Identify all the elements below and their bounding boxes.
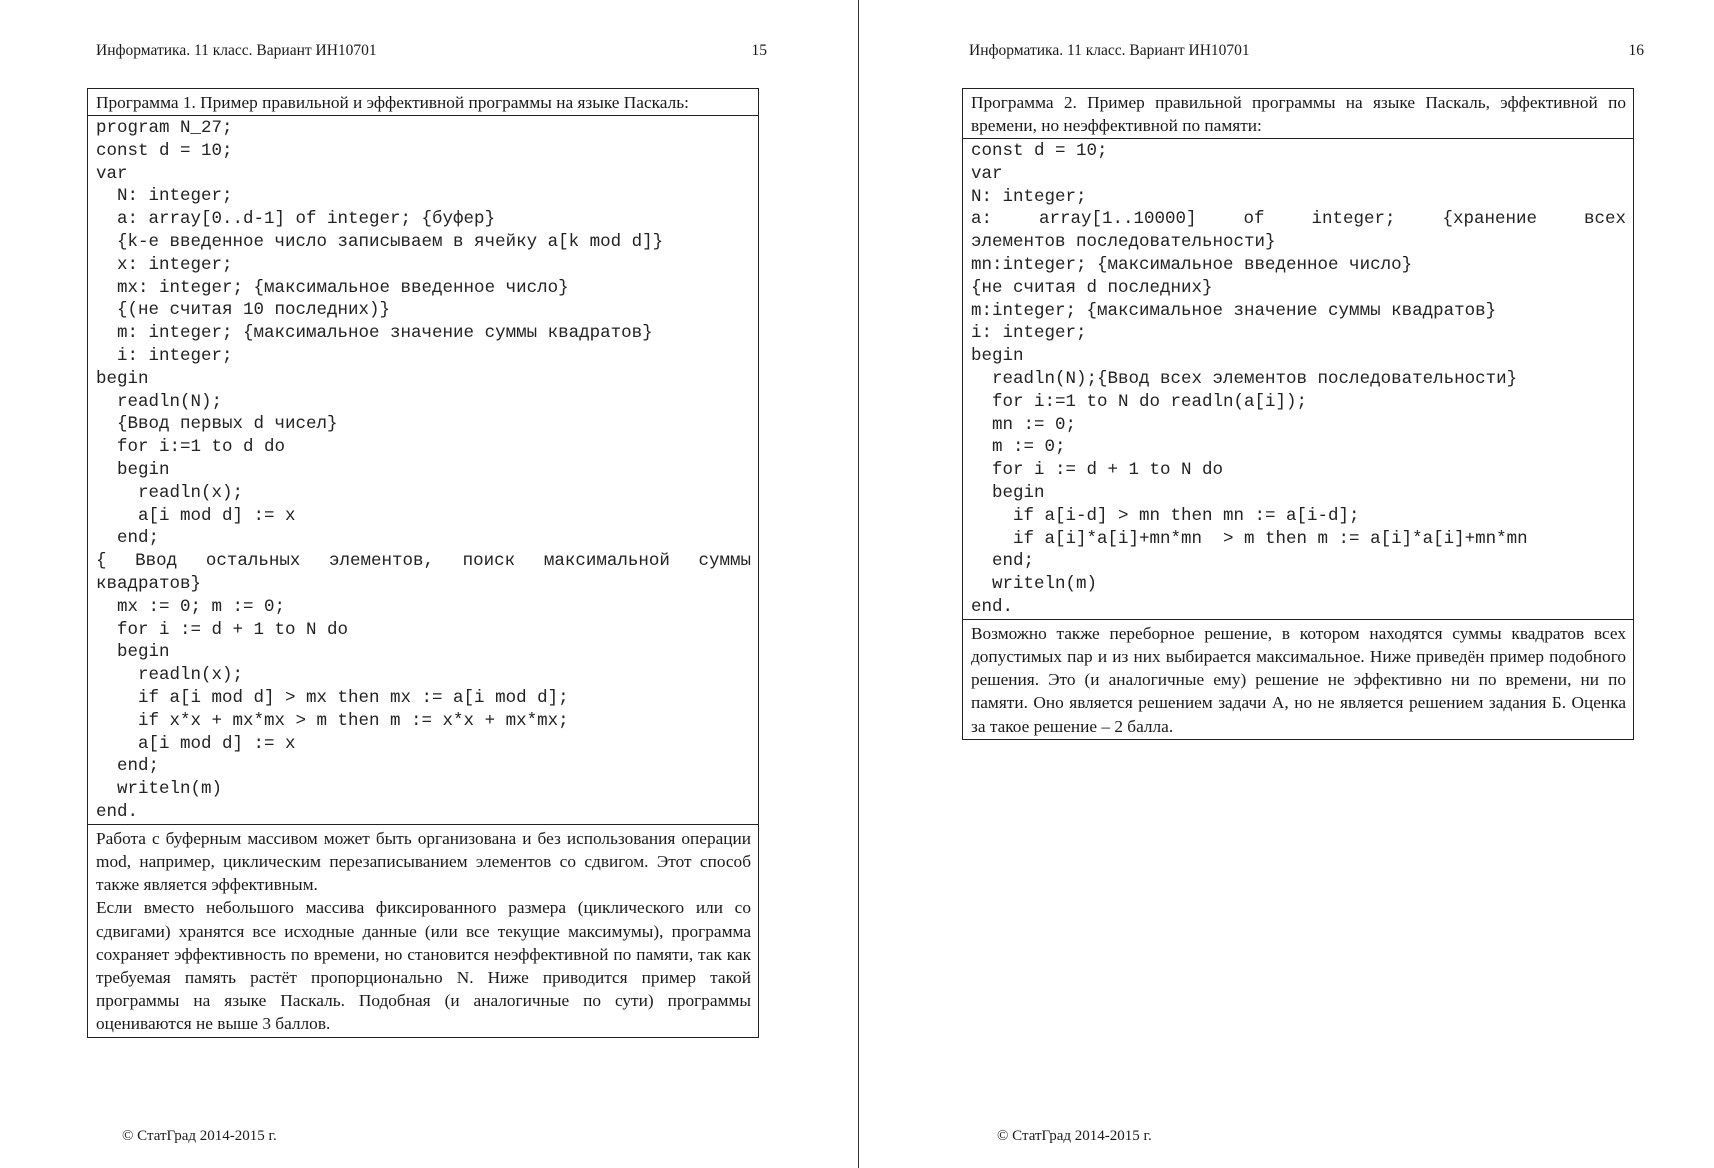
program-2-caption: Программа 2. Пример правильной программы на языке Паскаль, эффективной по времени, но неэффективной по памяти:: [963, 89, 1633, 139]
code-line: for i:=1 to d do: [96, 437, 286, 458]
code-line: var: [96, 163, 128, 184]
code-line: readln(x);: [96, 665, 244, 686]
code-line: readln(N);: [96, 391, 223, 412]
program-1-caption: Программа 1. Пример правильной и эффективной программы на языке Паскаль:: [88, 89, 758, 116]
code-line: mn:integer; {максимальное введенное число}: [971, 254, 1413, 275]
note-paragraph: Если вместо небольшого массива фиксированного размера (циклического или со сдвигами) хранятся все исходные данные (или все текущие максимумы), программа сохраняет эффективность по времени, но становится неэффективной по памяти, так как требуемая память растёт пропорционально N. Ниже приводится пример такой программы на языке Паскаль. Подобная (и аналогичные по сути) программы оцениваются не выше 3 баллов.: [96, 898, 751, 1034]
code-line: for i:=1 to N do readln(a[i]);: [971, 391, 1308, 412]
note-paragraph: Работа с буферным массивом может быть организована и без использования операции mod, например, циклическим перезаписыванием элементов со сдвигом. Этот способ также является эффективным.: [96, 828, 751, 895]
code-line: readln(x);: [96, 482, 244, 503]
code-line: {(не считая 10 последних)}: [96, 300, 391, 321]
note-paragraph: Возможно также переборное решение, в котором находятся суммы квадратов всех допустимых пар и из них выбирается максимальное. Ниже приведён пример подобного решения. Это (и аналогичные ему) решение не эффективно ни по времени, ни по памяти. Оно является решением задачи А, но не является решением задания Б. Оценка за такое решение – 2 балла.: [971, 623, 1626, 736]
code-line: writeln(m): [971, 574, 1098, 595]
code-line: a: array[1..10000] of integer; {хранение всех: [971, 209, 1626, 230]
page-number: 16: [1628, 42, 1644, 59]
code-line: N: integer;: [96, 186, 233, 207]
code-line: program N_27;: [96, 118, 233, 138]
code-line: if a[i-d] > mn then mn := a[i-d];: [971, 505, 1360, 526]
code-line: end;: [971, 551, 1035, 572]
code-line: if x*x + mx*mx > m then m := x*x + mx*mx;: [96, 710, 569, 731]
program-1-box: [87, 88, 759, 1038]
code-line: readln(N);{Ввод всех элементов последовательности}: [971, 368, 1518, 389]
code-line: var: [971, 163, 1003, 184]
page-footer: © СтатГрад 2014-2015 г.: [997, 1128, 1152, 1144]
code-line: a: array[0..d-1] of integer; {буфер}: [96, 209, 496, 230]
code-line: mx := 0; m := 0;: [96, 596, 286, 617]
code-line: begin: [971, 482, 1045, 503]
right-page: [857, 0, 1714, 1168]
code-line: элементов последовательности}: [971, 232, 1276, 253]
code-line: m: integer; {максимальное значение суммы квадратов}: [96, 323, 653, 344]
code-line: {k-е введенное число записываем в ячейку a[k mod d]}: [96, 231, 664, 252]
code-line: end;: [96, 528, 160, 549]
code-line: const d = 10;: [96, 140, 233, 161]
program-2-code: [963, 139, 1633, 619]
code-line: m := 0;: [971, 437, 1066, 458]
code-line: if a[i mod d] > mx then mx := a[i mod d];: [96, 687, 569, 708]
code-line: квадратов}: [96, 573, 202, 594]
code-line: begin: [96, 642, 170, 663]
program-1-code: [88, 116, 758, 824]
program-1-notes: [88, 824, 758, 1037]
page-header-title: Информатика. 11 класс. Вариант ИН10701: [96, 42, 377, 59]
code-line: end.: [971, 596, 1014, 617]
code-line: writeln(m): [96, 779, 223, 800]
code-line: mn := 0;: [971, 414, 1077, 435]
code-line: N: integer;: [971, 186, 1087, 207]
program-2-box: [962, 88, 1634, 740]
page-footer: © СтатГрад 2014-2015 г.: [122, 1128, 277, 1144]
program-2-notes: [963, 619, 1633, 739]
code-line: i: integer;: [971, 323, 1087, 344]
code-line: const d = 10;: [971, 141, 1108, 161]
code-line: a[i mod d] := x: [96, 733, 296, 754]
code-line: begin: [96, 368, 149, 389]
code-line: mx: integer; {максимальное введенное число}: [96, 277, 569, 298]
code-line: if a[i]*a[i]+mn*mn > m then m := a[i]*a[i]+mn*mn: [971, 528, 1528, 549]
code-line: begin: [96, 459, 170, 480]
code-line: i: integer;: [96, 345, 233, 366]
code-line: for i := d + 1 to N do: [96, 619, 349, 640]
code-line: begin: [971, 346, 1024, 367]
code-line: m:integer; {максимальное значение суммы квадратов}: [971, 300, 1497, 321]
code-line: for i := d + 1 to N do: [971, 460, 1224, 481]
code-line: {не считая d последних}: [971, 277, 1213, 298]
code-line: {Ввод первых d чисел}: [96, 414, 338, 435]
code-line: { Ввод остальных элементов, поиск максимальной суммы: [96, 551, 751, 572]
code-line: end;: [96, 756, 160, 777]
code-line: x: integer;: [96, 254, 233, 275]
code-line: a[i mod d] := x: [96, 505, 296, 526]
page-number: 15: [751, 42, 767, 59]
code-line: end.: [96, 801, 139, 822]
page-header-title: Информатика. 11 класс. Вариант ИН10701: [969, 42, 1250, 59]
